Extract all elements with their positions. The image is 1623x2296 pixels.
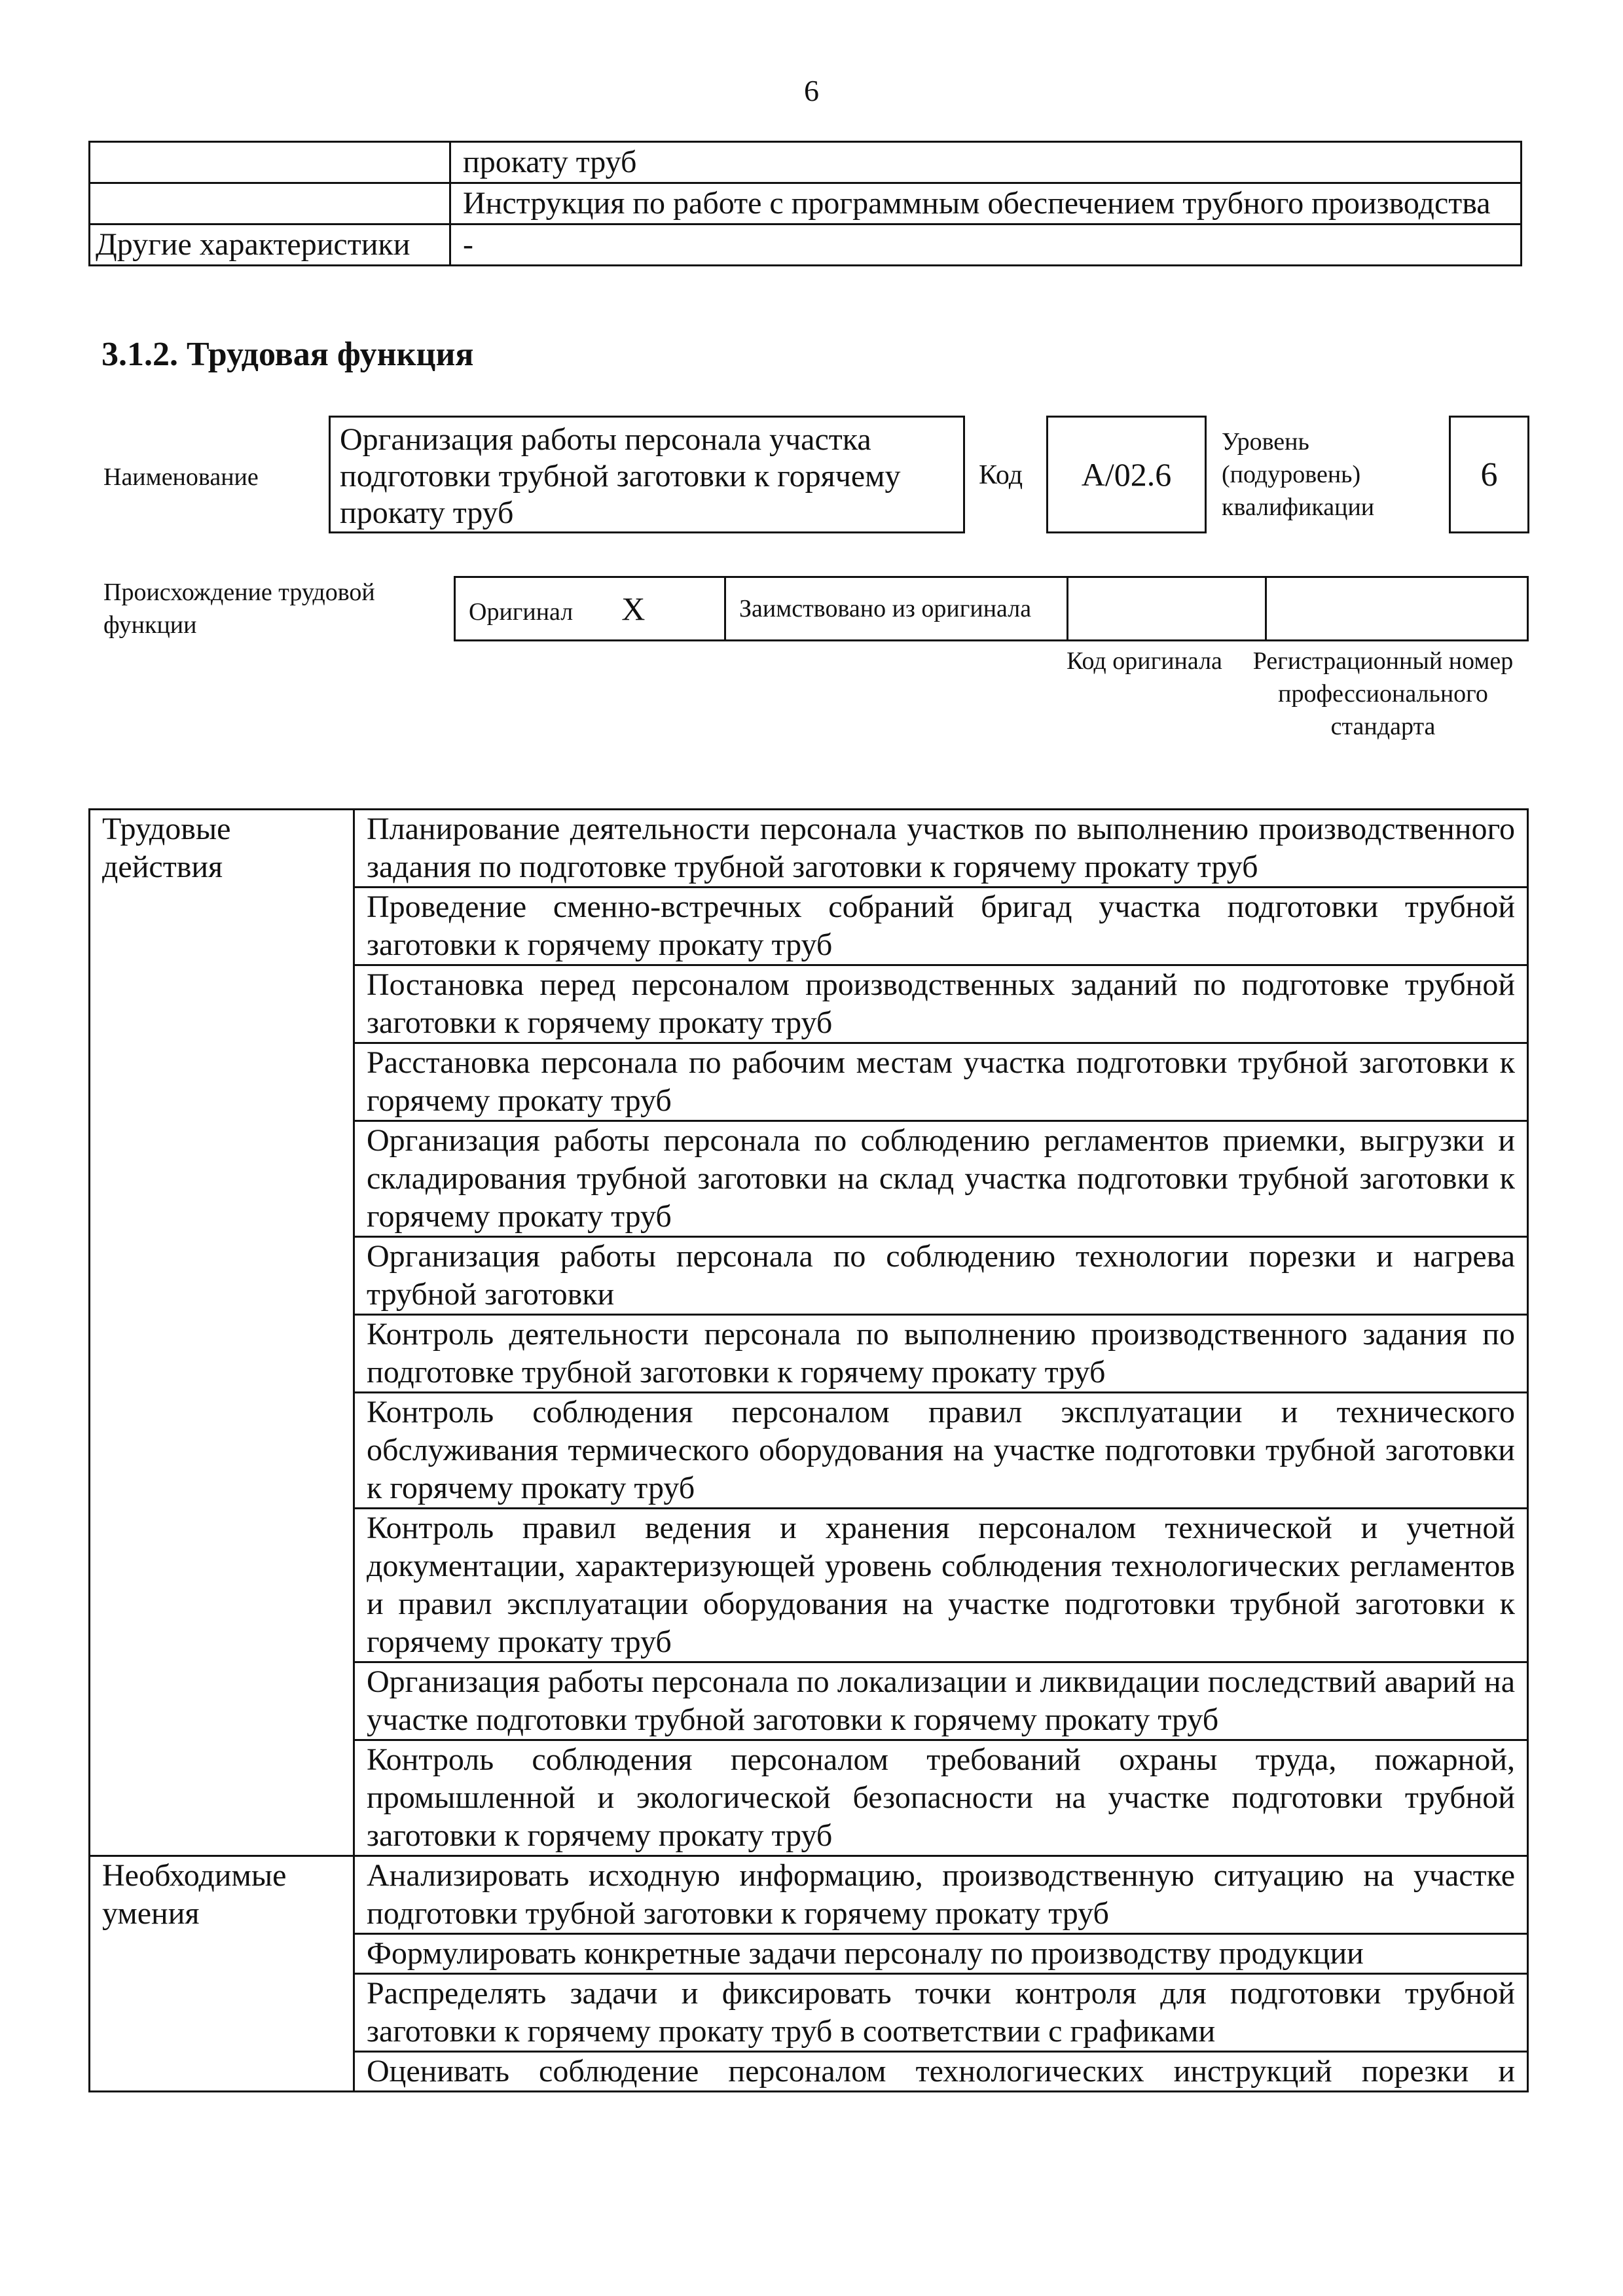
name-label: Наименование — [103, 463, 259, 491]
original-label: Оригинал — [469, 598, 574, 626]
borrowed-label: Заимствовано из оригинала — [725, 577, 1068, 641]
table-cell: прокату труб — [450, 142, 1522, 183]
origin-table — [454, 576, 1529, 641]
labor-action-item: Постановка перед персоналом производственных заданий по подготовке трубной заготовки к горячему прокату труб — [354, 965, 1528, 1043]
table-row — [90, 1856, 1528, 1934]
original-mark: X — [621, 590, 646, 627]
labor-action-item: Контроль соблюдения персоналом требований охраны труда, пожарной, промышленной и экологической безопасности на участке подготовки трубной заготовки к горячему прокату труб — [354, 1740, 1528, 1856]
labor-actions-label: Трудовые действия — [90, 810, 354, 1856]
required-skills-label: Необходимые умения — [90, 1856, 354, 2092]
table-row — [90, 224, 1522, 266]
qualification-level-label: Уровень (подуровень) квалификации — [1222, 428, 1375, 521]
page-number: 6 — [804, 74, 819, 107]
labor-action-item: Организация работы персонала по соблюдению регламентов приемки, выгрузки и складирования трубной заготовки на склад участка подготовки трубной заготовки к горячему прокату труб — [354, 1121, 1528, 1237]
skill-item: Анализировать исходную информацию, производственную ситуацию на участке подготовки трубной заготовки к горячему прокату труб — [354, 1856, 1528, 1934]
original-cell — [455, 577, 725, 641]
original-code-caption: Код оригинала — [1067, 647, 1222, 675]
continuation-table — [88, 141, 1522, 266]
labor-action-item: Проведение сменно-встречных собраний бригад участка подготовки трубной заготовки к горячему прокату труб — [354, 888, 1528, 965]
origin-label: Происхождение трудовой функции — [103, 579, 375, 639]
skill-item: Оценивать соблюдение персоналом технологических инструкций порезки и — [354, 2052, 1528, 2092]
labor-function-table — [88, 808, 1529, 2092]
labor-action-item: Расстановка персонала по рабочим местам участка подготовки трубной заготовки к горячему прокату труб — [354, 1043, 1528, 1121]
table-row — [90, 183, 1522, 224]
table-row — [90, 142, 1522, 183]
empty-label-cell — [90, 142, 450, 183]
registration-number-cell — [1266, 577, 1528, 641]
skill-item: Формулировать конкретные задачи персоналу по производству продукции — [354, 1934, 1528, 1974]
labor-action-item: Организация работы персонала по соблюдению технологии порезки и нагрева трубной заготовки — [354, 1237, 1528, 1315]
table-row — [90, 810, 1528, 888]
labor-action-item: Контроль правил ведения и хранения персоналом технической и учетной документации, характеризующей уровень соблюдения технологических регламентов и правил эксплуатации оборудования на участке подготовки трубной заготовки к горячему прокату труб — [354, 1509, 1528, 1662]
table-cell: Инструкция по работе с программным обеспечением трубного производства — [450, 183, 1522, 224]
skill-item: Распределять задачи и фиксировать точки контроля для подготовки трубной заготовки к горячему прокату труб в соответствии с графиками — [354, 1974, 1528, 2052]
function-name-value: Организация работы персонала участка подготовки трубной заготовки к горячему прокату труб — [329, 416, 965, 533]
table-row — [455, 577, 1528, 641]
registration-number-caption: Регистрационный номер профессионального стандарта — [1252, 647, 1514, 740]
original-code-cell — [1068, 577, 1266, 641]
code-value: А/02.6 — [1046, 416, 1207, 533]
labor-action-item: Организация работы персонала по локализации и ликвидации последствий аварий на участке подготовки трубной заготовки к горячему прокату труб — [354, 1662, 1528, 1740]
other-characteristics-label: Другие характеристики — [90, 224, 450, 266]
other-characteristics-value: - — [450, 224, 1522, 266]
qualification-level-value: 6 — [1449, 416, 1529, 533]
code-label: Код — [979, 460, 1023, 490]
section-title: 3.1.2. Трудовая функция — [101, 336, 474, 373]
empty-label-cell — [90, 183, 450, 224]
labor-action-item: Планирование деятельности персонала участков по выполнению производственного задания по подготовке трубной заготовки к горячему прокату труб — [354, 810, 1528, 888]
labor-action-item: Контроль деятельности персонала по выполнению производственного задания по подготовке трубной заготовки к горячему прокату труб — [354, 1315, 1528, 1393]
labor-action-item: Контроль соблюдения персоналом правил эксплуатации и технического обслуживания термического оборудования на участке подготовки трубной заготовки к горячему прокату труб — [354, 1393, 1528, 1509]
